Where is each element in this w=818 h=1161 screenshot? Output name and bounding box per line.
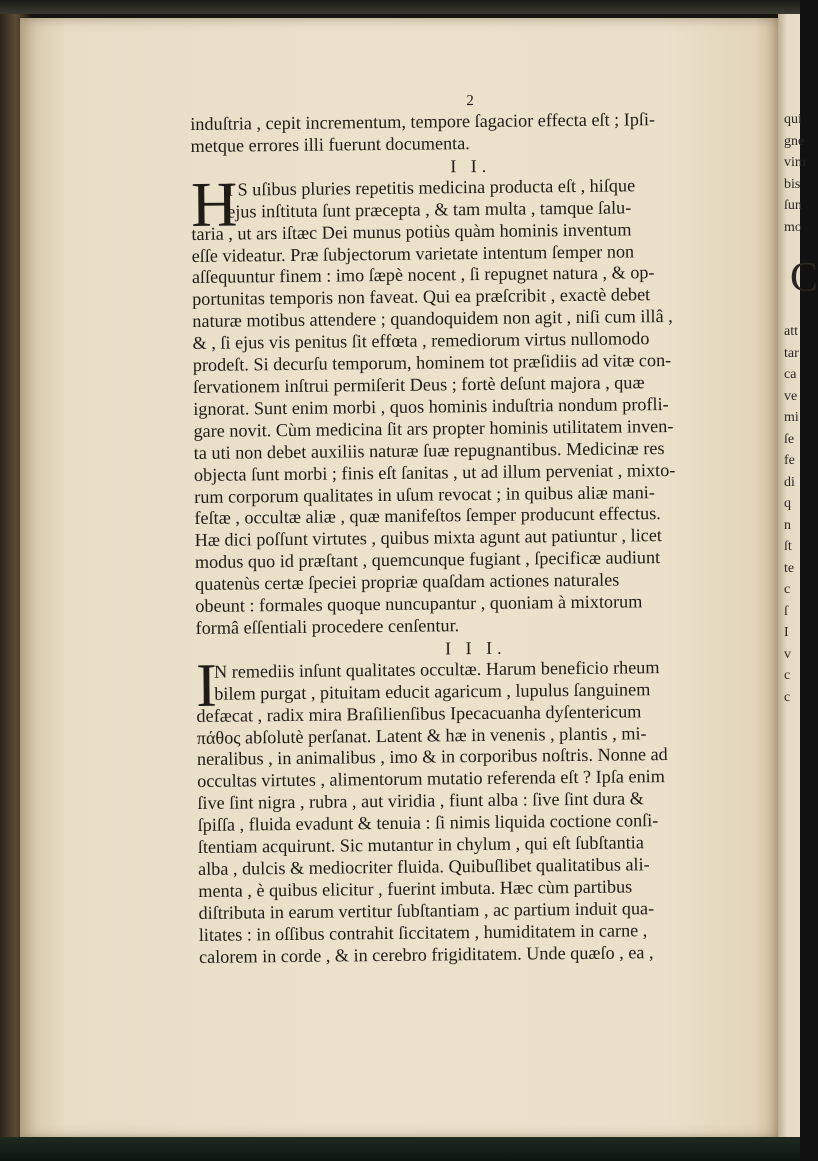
facing-page-fragment: di [784,474,795,490]
facing-page-fragment: bis [784,176,801,192]
text-line: modus quo id præſtant , quemcunque fugiant , ſpecificæ audiunt [194,547,661,573]
text-line: portunitas temporis non faveat. Qui ea præſcribit , exactè debet [192,284,651,310]
facing-page-fragment: fe [784,453,795,468]
page-number: 2 [466,93,474,110]
facing-page-fragment: ſe [784,431,795,447]
text-line: naturæ motibus attendere ; quandoquidem non agit , niſi cum illâ , [192,306,673,332]
facing-page-fragment: mi [784,410,799,425]
facing-page-fragment: mo [784,219,802,235]
text-line: induſtria , cepit incrementum, tempore ſagacior effecta eſt ; Ipſi- [190,109,656,134]
text-line: ignorat. Sunt enim morbi , quos hominis induſtria nondum profli- [193,393,669,419]
text-line: & , ſi ejus vis penitus ſit effœta , remediorum virtus nullomodo [192,328,650,354]
facing-page-fragment: c [784,689,791,705]
text-line: gare novit. Cùm medicina ſit ars propter hominis utilitatem inven- [193,415,674,441]
facing-page-fragment: te [784,560,795,576]
facing-page-edge [778,14,818,1144]
text-line: metque errores illi fuerunt documenta. [190,132,470,156]
facing-page-fragment: ſt [784,539,792,554]
facing-page-fragment: gne [784,133,805,149]
section-heading-2: I I. [450,155,492,177]
text-line: objecta ſunt morbi ; finis eſt ſanitas , ut ad illum perveniat , mixto- [193,459,676,485]
page-text [190,90,759,968]
text-line: diſtributa in earum vertitur ſubſtantiam , ac partium induit qua- [198,897,655,923]
text-line: rum corporum qualitates in uſum revocat ; in quibus aliæ mani- [194,481,655,507]
text-line: formâ eſſentiali procedere cenſentur. [195,615,460,638]
book-top-edge [0,0,800,14]
section-2-paragraph [190,168,756,640]
facing-page-fragment: qui [784,112,802,127]
text-line: neralibus , in animalibus , imo & in corporibus noſtris. Nonne ad [196,744,668,770]
drop-cap: H [190,168,238,240]
facing-page-fragment: q [784,496,791,511]
text-line: I S uſibus pluries repetitis medicina producta eſt , hiſque [226,175,636,200]
text-line: bilem purgat , pituitam educit agaricum , lupulus ſanguinem [214,678,651,704]
text-line: eſſe videatur. Præ ſubjectorum varietate intentum ſemper non [191,240,635,266]
facing-page-fragment: att [784,324,798,339]
continuation-paragraph [190,108,750,158]
text-line: menta , è quibus elicitur , fuerint imbuta. Hæc cùm partibus [198,876,633,901]
text-line: Hæ dici poſſunt virtutes , quibus mixta agunt aut patiuntur , licet [194,525,662,551]
facing-page-fragment: n [784,517,791,533]
facing-page-fragment: v [784,646,791,662]
facing-page-capital: C [790,255,818,301]
facing-page-fragment: c [784,668,791,683]
text-line: litates : in oſſibus contrahit ſiccitatem , humiditatem in carne , [198,919,648,945]
text-line: feſtæ , occultæ aliæ , quæ manifeſtos ſemper producunt effectus. [194,503,661,529]
text-line: obeunt : formales quoque nuncupantur , quoniam à mixtorum [195,591,643,617]
text-line: ſervationem inſtrui permiſerit Deus ; fortè deſunt majora , quæ [192,372,645,397]
text-line: calorem in corde , & in cerebro frigiditatem. Unde quæſo , ea , [198,941,654,967]
section-heading-3: I I I. [444,637,507,659]
text-line: taria , ut ars iſtæc Dei munus potiùs quàm hominis inventum [191,219,632,244]
book-page [20,18,778,1138]
text-line: ſive ſint nigra , rubra , aut viridia , fiunt alba : ſive ſint dura & [197,788,644,814]
facing-page-fragment: I [784,625,789,640]
text-line: occultas virtutes , alimentorum mutatio referenda eſt ? Ipſa enim [197,766,665,792]
section-3-paragraph [195,651,759,969]
text-line: defæcat , radix mira Braſilienſibus Ipecacuanha dyſentericum [196,700,642,726]
text-line: alba , dulcis & mediocriter fluida. Quibuſlibet qualitatibus ali- [197,854,650,879]
text-line: aſſequuntur finem : imo ſæpè nocent , ſi repugnet natura , & op- [191,262,655,288]
facing-page-fragment: ſ [784,603,788,619]
table-surface [0,1137,800,1161]
text-line: ta uti non debet auxiliis naturæ ſuæ repugnantibus. Medicinæ res [193,437,665,463]
text-line: ſpiſſa , fluida evadunt & tenuia : ſi nimis liquida coctione conſi- [197,810,659,836]
drop-cap: I [195,651,218,720]
facing-page-fragment: ca [784,367,797,382]
facing-page-fragment: c [784,582,791,597]
text-line: N remediis inſunt qualitates occultæ. Harum beneficio rheum [213,656,660,682]
facing-page-fragment: vim [784,155,806,170]
text-line: quatenùs certæ ſpeciei propriæ quaſdam actiones naturales [195,569,620,595]
facing-page-fragment: tar [784,345,799,361]
text-line: πάθος abſolutè perſanat. Latent & hæ in venenis , plantis , mi- [196,722,647,748]
facing-page-fragment: ſun [784,198,802,213]
text-line: ejus inſtituta ſunt præcepta , & tam multa , tamque ſalu- [227,197,632,222]
facing-page-fragment: ve [784,388,798,404]
text-line: ſtentiam acquirunt. Sic mutantur in chylum , qui eſt ſubſtantia [197,832,644,858]
text-line: prodeſt. Si decurſu temporum, hominem tot præſidiis ad vitæ con- [192,350,672,376]
